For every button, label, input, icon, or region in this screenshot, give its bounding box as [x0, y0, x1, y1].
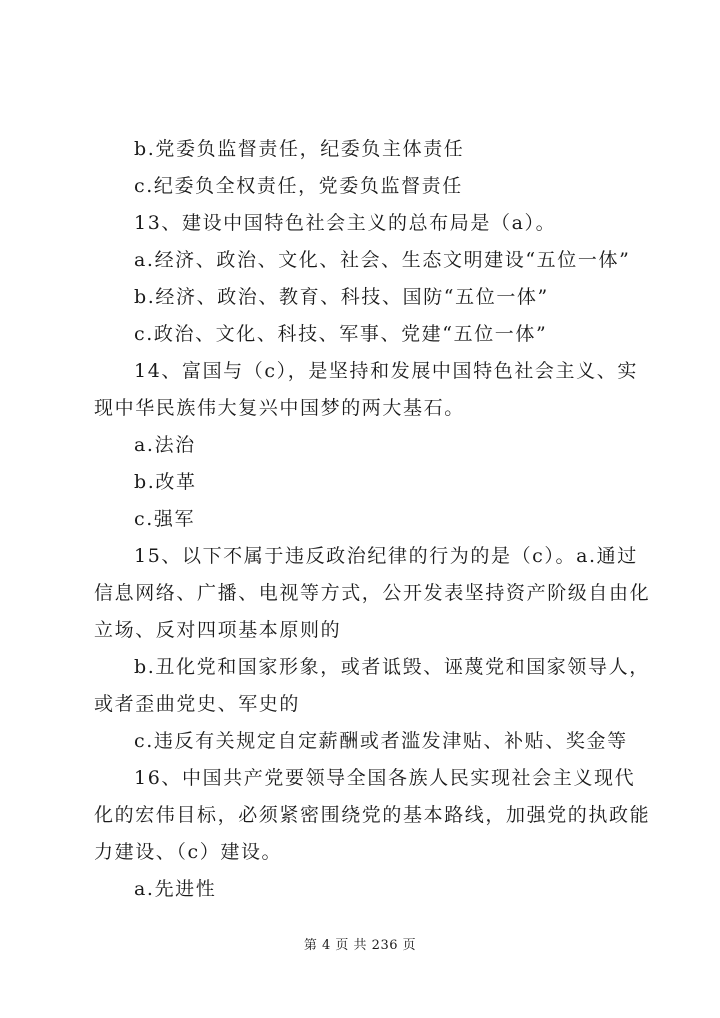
question-line: 13、建设中国特色社会主义的总布局是（a）。: [134, 212, 557, 234]
question-line: 14、富国与（c），是坚持和发展中国特色社会主义、实现中华民族伟大复兴中国梦的两大基石。: [94, 360, 638, 419]
option-line: b.党委负监督责任，纪委负主体责任: [134, 138, 465, 160]
option-line: a.经济、政治、文化、社会、生态文明建设“五位一体”: [134, 249, 631, 271]
option-line: b.经济、政治、教育、科技、国防“五位一体”: [134, 286, 549, 308]
option-line: c.纪委负全权责任，党委负监督责任: [134, 175, 463, 197]
option-line: a.法治: [134, 434, 196, 456]
question-line: 16、中国共产党要领导全国各族人民实现社会主义现代化的宏伟目标，必须紧密围绕党的基本路线，加强党的执政能力建设、（c）建设。: [94, 767, 651, 863]
option-line: c.强军: [134, 508, 196, 530]
question-line: 15、以下不属于违反政治纪律的行为的是（c）。a.通过信息网络、广播、电视等方式，公开发表坚持资产阶级自由化立场、反对四项基本原则的: [94, 545, 651, 641]
option-line: c.违反有关规定自定薪酬或者滥发津贴、补贴、奖金等: [134, 730, 628, 752]
option-line: a.先进性: [134, 878, 217, 900]
document-body: [94, 131, 654, 908]
option-line: c.政治、文化、科技、军事、党建“五位一体”: [134, 323, 548, 345]
option-line: b.改革: [134, 471, 197, 493]
option-line: b.丑化党和国家形象，或者诋毁、诬蔑党和国家领导人，或者歪曲党史、军史的: [94, 656, 650, 715]
page-footer: 第 4 页 共 236 页: [303, 938, 417, 953]
